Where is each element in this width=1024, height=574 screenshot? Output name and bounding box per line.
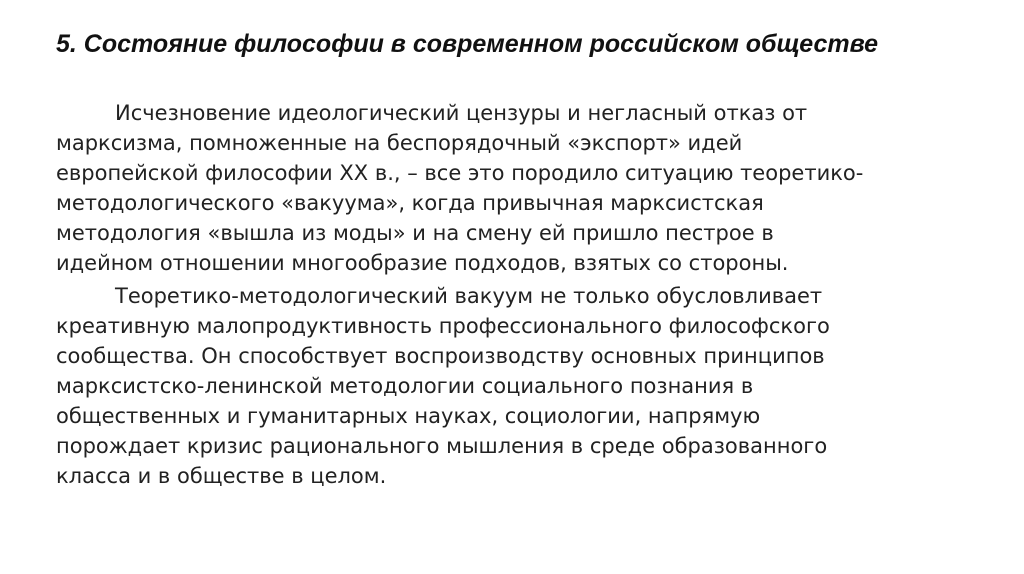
text-line: Теоретико-методологический вакуум не только обусловливает xyxy=(115,284,823,308)
text-line: креативную малопродуктивность профессионального философского xyxy=(56,314,830,338)
paragraph-1 xyxy=(56,98,986,278)
text-line: европейской философии XX в., – все это породило ситуацию теоретико- xyxy=(56,161,864,185)
text-line: методологического «вакуума», когда привычная марксистская xyxy=(56,191,764,215)
text-line: марксизма, помноженные на беспорядочный «экспорт» идей xyxy=(56,131,743,155)
text-line: сообщества. Он способствует воспроизводству основных принципов xyxy=(56,344,825,368)
text-line: общественных и гуманитарных науках, социологии, напрямую xyxy=(56,404,761,428)
text-line: Исчезновение идеологический цензуры и негласный отказ от xyxy=(115,101,808,125)
slide-title: 5. Состояние философии в современном российском обществе xyxy=(56,30,879,58)
paragraph-2 xyxy=(56,281,986,491)
text-line: порождает кризис рационального мышления в среде образованного xyxy=(56,434,828,458)
slide-body xyxy=(56,98,986,491)
text-line: класса и в обществе в целом. xyxy=(56,464,387,488)
text-line: идейном отношении многообразие подходов, взятых со стороны. xyxy=(56,251,789,275)
text-line: методология «вышла из моды» и на смену ей пришло пестрое в xyxy=(56,221,774,245)
text-line: марксистско-ленинской методологии социального познания в xyxy=(56,374,754,398)
